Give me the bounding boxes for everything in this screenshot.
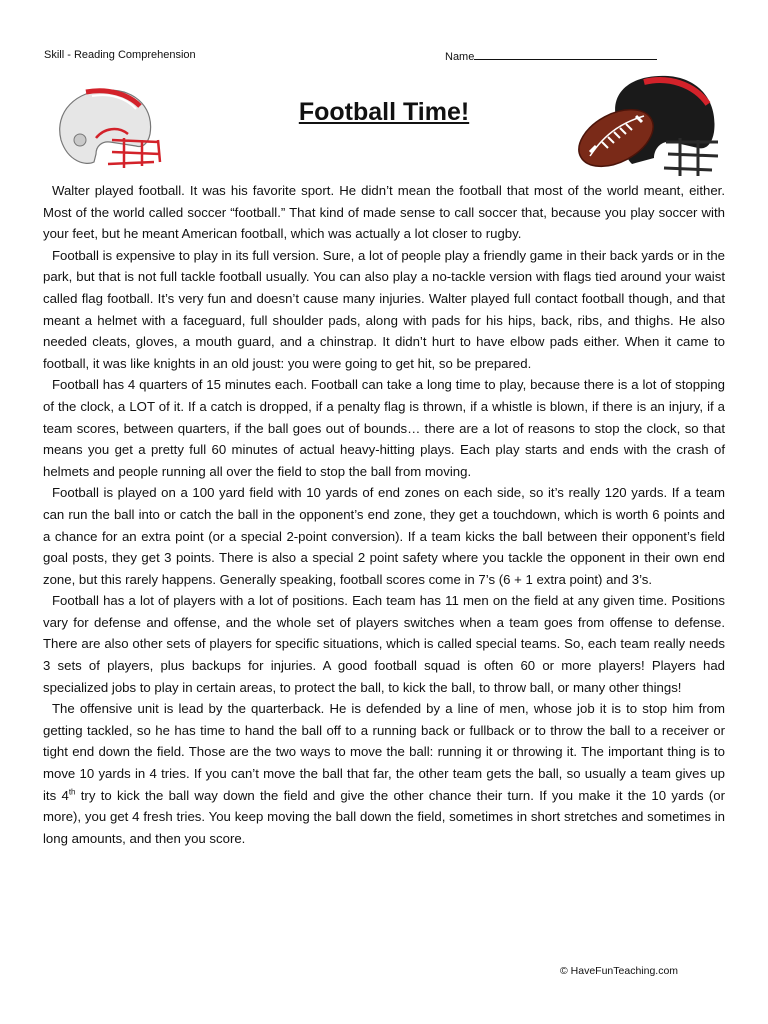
paragraph-text: try to kick the ball way down the field and give the other chance their turn. If you make it the 10 yards (or more), you get 4 fresh tries. You keep moving the ball down the field, sometimes in short stretches and sometimes in long amounts, and then you score.	[43, 787, 725, 846]
football-and-helmet-icon	[572, 72, 720, 184]
skill-label: Skill - Reading Comprehension	[44, 49, 196, 61]
story-text	[43, 180, 725, 849]
paragraph: Football has a lot of players with a lot of positions. Each team has 11 men on the field at any given time. Positions vary for defense and offense, and the whole set of players switches when a team goes from offense to defense. There are also other sets of players for specific situations, which is called special teams. So, each team really needs 3 sets of players, plus backups for injuries. A good football squad is often 60 or more players! Players had specialized jobs to play in certain areas, to protect the ball, to kick the ball, to throw ball, or many other things!	[43, 593, 725, 695]
copyright-footer: © HaveFunTeaching.com	[560, 965, 679, 977]
paragraph-last	[43, 698, 725, 849]
paragraph: Football has 4 quarters of 15 minutes each. Football can take a long time to play, because there is a lot of stopping of the clock, a LOT of it. If a catch is dropped, if a penalty flag is thrown, if a whistle is blown, if there is an injury, if a team scores, between quarters, if the ball goes out of bounds… there are a lot of reasons to stop the clock, so that means you get a pretty full 60 minutes of actual heavy-hitting plays. Each play starts and ends with the crash of helmets and people running all over the field to stop the ball from moving.	[43, 377, 725, 479]
paragraph: Football is played on a 100 yard field with 10 yards of end zones on each side, so it’s really 120 yards. If a team can run the ball into or catch the ball in the opponent’s end zone, they get a touchdown, which is worth 6 points and a chance for an extra point (or a special 2-point conversion). If a team kicks the ball between their opponent’s field goal posts, they get 3 points. There is also a special 2 point safety where you tackle the opponent in their own end zone, but this rarely happens. Generally speaking, football scores come in 7’s (6 + 1 extra point) and 3’s.	[43, 485, 725, 587]
page-title: Football Time!	[298, 98, 470, 126]
ordinal-suffix: th	[68, 787, 76, 797]
name-label: Name	[445, 51, 475, 63]
paragraph: Walter played football. It was his favorite sport. He didn’t mean the football that most of the world meant, either. Most of the world called soccer “football.” That kind of made sense to call soccer that, because you play soccer with your feet, but he meant American football, which was actually a lot closer to rugby.	[43, 183, 725, 242]
name-field[interactable]	[445, 49, 657, 63]
football-helmet-icon	[46, 82, 166, 172]
paragraph: Football is expensive to play in its full version. Sure, a lot of people play a friendly game in their back yards or in the park, but that is not full tackle football usually. You can also play a no-tackle version with flags tied around your waist called flag football. It’s very fun and doesn’t cause many injuries. Walter played full contact football though, and that meant a helmet with a faceguard, full shoulder pads, along with pads for his hips, back, ribs, and thighs. He also needed cleats, gloves, a mouth guard, and a chinstrap. It didn’t hurt to have elbow pads either. When it came to football, it was like knights in an old joust: you were going to get hit, so be prepared.	[43, 247, 725, 371]
paragraph-text: The offensive unit is lead by the quarterback. He is defended by a line of men, whose job it is to stop him from getting tackled, so he has time to hand the ball off to a running back or fullback or to throw the ball to a receiver or tight end down the field. Those are the two ways to move the ball: running it or throwing it. The important thing is to move 10 yards in 4 tries. If you can’t move the ball that far, the other team gets the ball, so usually a team gives up its 4	[43, 701, 725, 803]
name-line[interactable]	[474, 49, 657, 60]
